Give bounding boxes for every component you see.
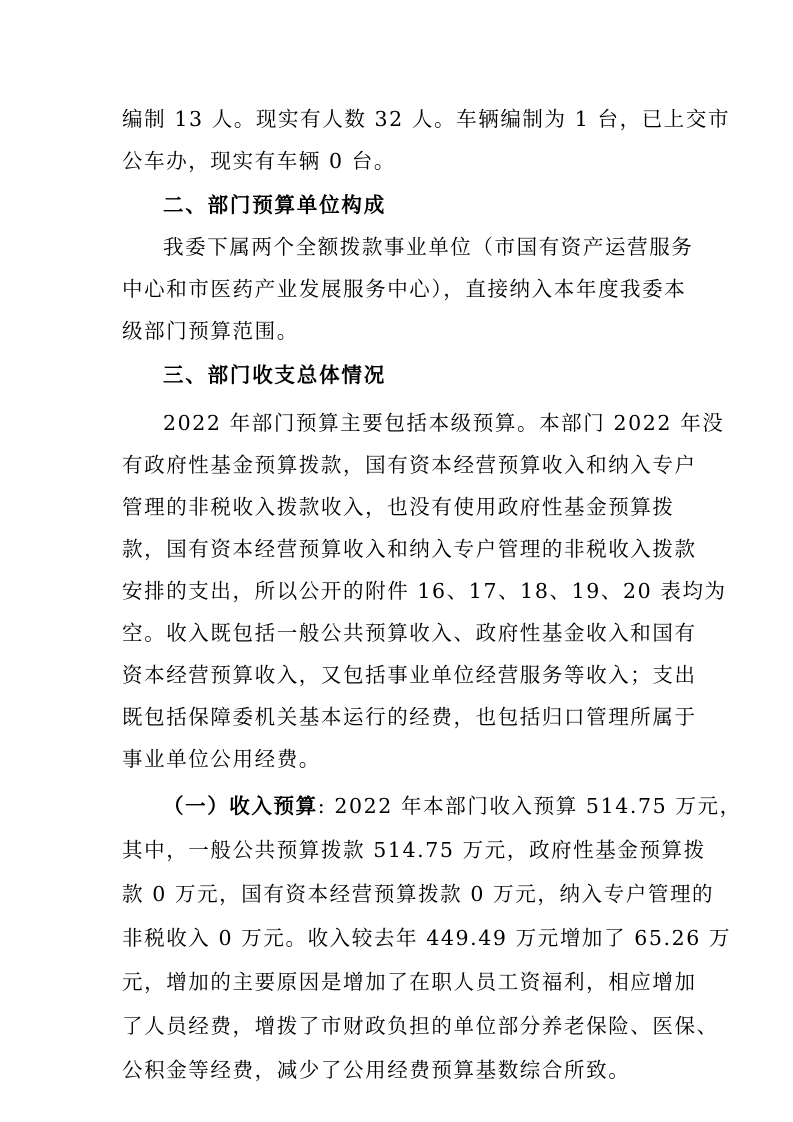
text-line: 元，增加的主要原因是增加了在职人员工资福利，相应增加 — [122, 970, 697, 994]
text-line: 2022 年部门预算主要包括本级预算。本部门 2022 年没 — [163, 411, 725, 435]
text-line: 非税收入 0 万元。收入较去年 449.49 万元增加了 65.26 万 — [122, 926, 732, 950]
paragraph-budget-units — [122, 226, 694, 352]
text-line: 空。收入既包括一般公共预算收入、政府性基金收入和国有 — [122, 621, 697, 645]
text-line: 有政府性基金预算拨款，国有资本经营预算收入和纳入专户 — [122, 453, 697, 477]
subsection-label: （一）收入预算 — [163, 794, 318, 818]
text-line: 管理的非税收入拨款收入，也没有使用政府性基金预算拨 — [122, 495, 675, 519]
text-line: 编制 13 人。现实有人数 32 人。车辆编制为 1 台，已上交市 — [122, 107, 731, 131]
text-line: 公积金等经费，减少了公用经费预算基数综合所致。 — [122, 1058, 631, 1082]
text-line — [122, 784, 742, 828]
text-line: 公车办，现实有车辆 0 台。 — [122, 149, 396, 173]
text-line: 事业单位公用经费。 — [122, 747, 321, 771]
paragraph-overall — [122, 402, 727, 780]
text-line: 资本经营预算收入，又包括事业单位经营服务等收入；支出 — [122, 663, 697, 687]
text-line: 级部门预算范围。 — [122, 319, 299, 343]
text-line: 款，国有资本经营预算收入和纳入专户管理的非税收入拨款 — [122, 537, 697, 561]
text-line: 了人员经费，增拨了市财政负担的单位部分养老保险、医保、 — [122, 1014, 719, 1038]
text-line: 既包括保障委机关基本运行的经费，也包括归口管理所属于 — [122, 705, 697, 729]
text-line: 其中，一般公共预算拨款 514.75 万元，政府性基金预算拨 — [122, 838, 706, 862]
text-line: 安排的支出，所以公开的附件 16、17、18、19、20 表均为 — [122, 579, 727, 603]
section-heading-overall: 三、部门收支总体情况 — [163, 363, 386, 387]
text-line: 款 0 万元，国有资本经营预算拨款 0 万元，纳入专户管理的 — [122, 882, 715, 906]
text-line: 我委下属两个全额拨款事业单位（市国有资产运营服务 — [163, 235, 694, 259]
section-heading-budget-units: 二、部门预算单位构成 — [163, 193, 386, 217]
text-span: : 2022 年本部门收入预算 514.75 万元， — [317, 794, 742, 818]
paragraph-income-budget — [122, 784, 742, 1092]
paragraph-staffing — [122, 98, 731, 182]
text-line: 中心和市医药产业发展服务中心），直接纳入本年度我委本 — [122, 277, 687, 301]
